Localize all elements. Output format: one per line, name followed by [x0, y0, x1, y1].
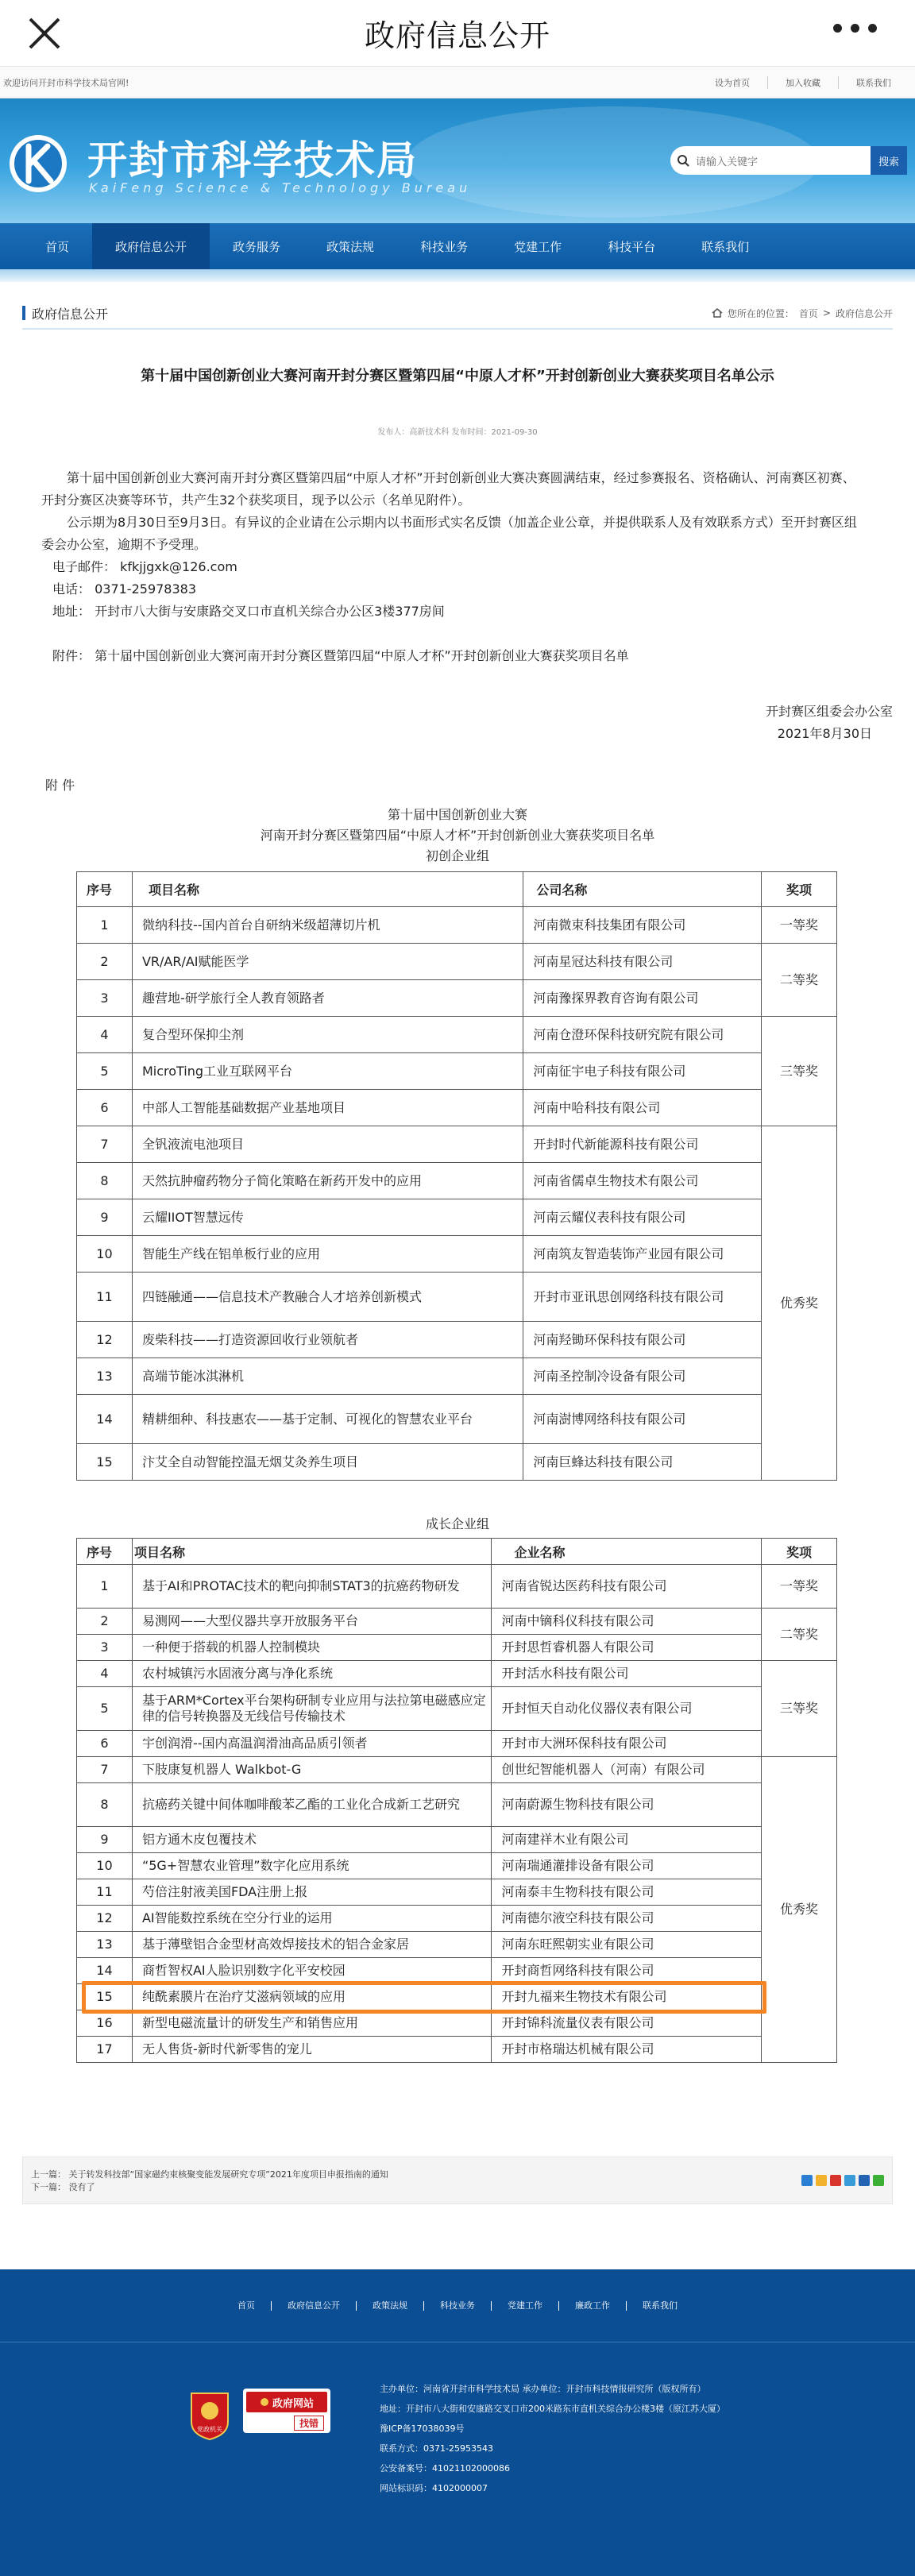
- more-icon[interactable]: [833, 24, 877, 33]
- nav-tech-business[interactable]: 科技业务: [420, 239, 469, 254]
- breadcrumb-current[interactable]: 政府信息公开: [835, 307, 893, 319]
- contact-phone: 电话： 0371-25978383: [52, 581, 197, 597]
- prev-next-bar: [22, 2157, 893, 2204]
- section-title: 政府信息公开: [32, 306, 109, 322]
- table-header-row: 序号 项目名称 企业名称 奖项: [77, 1539, 837, 1565]
- footer-sponsor: 主办单位：河南省开封市科学技术局 承办单位：开封市科技情报研究所（版权所有）: [380, 2384, 706, 2394]
- nav-gov-service[interactable]: 政务服务: [233, 239, 281, 254]
- app-title: 政府信息公开: [364, 18, 550, 53]
- table-row: 6 宇创润滑--国内高温润滑油高品质引领者 开封市大洲环保科技有限公司: [77, 1731, 837, 1757]
- group-title-startup: 初创企业组: [425, 848, 489, 863]
- footer-link-tech[interactable]: 科技业务: [423, 2301, 491, 2311]
- close-icon[interactable]: [24, 13, 65, 54]
- breadcrumb: 政府信息公开 您所在的位置： 首页 > 政府信息公开: [22, 298, 893, 330]
- table-row: 11 四链融通——信息技术产教融合人才培养创新模式 开封市亚讯思创网络科技有限公司: [77, 1273, 837, 1322]
- startup-table: [76, 871, 837, 1481]
- table-row: 1 基于AI和PROTAC技术的靶向抑制STAT3的抗癌药物研发 河南省锐达医药科技有限公司 一等奖: [77, 1565, 837, 1609]
- footer-address: 地址：开封市八大街和安康路交叉口市200米路东市直机关综合办公楼3楼（原江苏大厦） 豫ICP备17038039号: [380, 2404, 725, 2434]
- table-row: 9 铝方通木皮包覆技术 河南建祥木业有限公司: [77, 1827, 837, 1853]
- group-title-growth: 成长企业组: [425, 1516, 489, 1531]
- site-name-en: KaiFeng Science & Technology Bureau: [89, 180, 472, 195]
- mobile-top-bar: [0, 0, 915, 67]
- table-row: 10 “5G+智慧农业管理”数字化应用系统 河南瑞通灌排设备有限公司: [77, 1853, 837, 1879]
- growth-table: [76, 1538, 837, 2063]
- share-icons: [801, 2175, 884, 2186]
- badge-gov-text: 党政机关: [197, 2426, 222, 2433]
- table-row: 2 VR/AR/AI赋能医学 河南星冠达科技有限公司 二等奖: [77, 944, 837, 980]
- footer-link-home[interactable]: 首页: [237, 2300, 255, 2311]
- site-name: 开封市科学技术局: [87, 137, 418, 183]
- footer-link-party[interactable]: 党建工作: [491, 2301, 558, 2311]
- share-qzone-icon[interactable]: [816, 2175, 827, 2186]
- table-row: 12 AI智能数控系统在空分行业的运用 河南德尔液空科技有限公司: [77, 1906, 837, 1932]
- table-row: 1 微纳科技--国内首台自研纳米级超薄切片机 河南微束科技集团有限公司 一等奖: [77, 907, 837, 944]
- welcome-text: 欢迎访问开封市科学技术局官网!: [3, 77, 129, 88]
- share-weibo-icon[interactable]: [830, 2175, 841, 2186]
- article-body: [41, 467, 867, 667]
- share-wechat-icon[interactable]: [873, 2175, 884, 2186]
- list-subtitle: 河南开封分赛区暨第四届“中原人才杯”开封创新创业大赛获奖项目名单: [260, 828, 655, 843]
- search-input[interactable]: 请输入关键字: [670, 146, 871, 175]
- contact-link[interactable]: 联系我们: [838, 76, 909, 89]
- table-header-row: 序号 项目名称 公司名称 奖项: [77, 872, 837, 907]
- share-renren-icon[interactable]: [859, 2175, 870, 2186]
- signature-block: [0, 701, 893, 745]
- table-row: 7 下肢康复机器人 Walkbot-G 创世纪智能机器人（河南）有限公司 优秀奖: [77, 1757, 837, 1783]
- share-plus-icon[interactable]: [801, 2175, 813, 2186]
- contact-email: 电子邮件： kfkjjgxk@126.com: [52, 559, 237, 574]
- site-footer: [0, 2269, 915, 2576]
- table-row: 9 云耀IIOT智慧远传 河南云耀仪表科技有限公司: [77, 1199, 837, 1236]
- footer-link-integrity[interactable]: 廉政工作: [558, 2301, 626, 2311]
- nav-contact[interactable]: 联系我们: [701, 239, 750, 254]
- table-row: 16 新型电磁流量计的研发生产和销售应用 开封锦科流量仪表有限公司: [77, 2010, 837, 2037]
- table-row: 13 基于薄壁铝合金型材高效焊接技术的铝合金家居 河南东旺熙朝实业有限公司: [77, 1932, 837, 1958]
- table-row: 8 天然抗肿瘤药物分子简化策略在新药开发中的应用 河南省儒卓生物技术有限公司: [77, 1163, 837, 1199]
- table-row: 3 一种便于搭载的机器人控制模块 开封思哲睿机器人有限公司: [77, 1635, 837, 1661]
- table-row-highlighted: 15 纯酰素膜片在治疗艾滋病领域的应用 开封九福来生物技术有限公司: [77, 1984, 837, 2010]
- table-row: 17 无人售货-新时代新零售的宠儿 开封市格瑞达机械有限公司: [77, 2037, 837, 2063]
- breadcrumb-home[interactable]: 首页: [798, 307, 818, 319]
- article-title: 第十届中国创新创业大赛河南开封分赛区暨第四届“中原人才杯”开封创新创业大赛获奖项目名单公示: [141, 368, 774, 384]
- party-gov-badge-icon[interactable]: [188, 2390, 231, 2441]
- table-row: 4 农村城镇污水固液分离与净化系统 开封活水科技有限公司 三等奖: [77, 1661, 837, 1687]
- search-bar: [670, 146, 907, 175]
- footer-link-gov-info[interactable]: 政府信息公开: [271, 2301, 356, 2311]
- table-row: 14 商哲智权AI人脸识别数字化平安校园 开封商哲网络科技有限公司: [77, 1958, 837, 1984]
- footer-link-contact[interactable]: 联系我们: [626, 2301, 693, 2311]
- list-title: 第十届中国创新创业大赛: [387, 807, 527, 822]
- table-row: 10 智能生产线在铝单板行业的应用 河南筑友智造装饰产业园有限公司: [77, 1236, 837, 1273]
- next-article-link[interactable]: 下一篇： 没有了: [31, 2182, 95, 2192]
- footer-links: [0, 2269, 915, 2342]
- footer-site-id: 网站标识码：4102000007: [380, 2483, 488, 2493]
- sign-date: 2021年8月30日: [777, 726, 872, 741]
- table-row: 8 抗癌药关键中间体咖啡酸苯乙酯的工业化合成新工艺研究 河南蔚源生物科技有限公司: [77, 1783, 837, 1827]
- nav-party[interactable]: 党建工作: [514, 239, 562, 254]
- table-row: 12 废柴科技——打造资源回收行业领航者 河南羟锄环保科技有限公司: [77, 1322, 837, 1358]
- nav-policy[interactable]: 政策法规: [326, 239, 375, 254]
- nav-gov-info[interactable]: 政府信息公开: [92, 223, 210, 269]
- gov-site-error-badge[interactable]: 政府网站 找错: [243, 2389, 330, 2433]
- signer: 开封赛区组委会办公室: [765, 704, 893, 719]
- site-banner: [0, 98, 915, 223]
- footer-police-record: 公安备案号：41021102000086: [380, 2463, 510, 2474]
- growth-table-wrap: [0, 1538, 915, 2063]
- table-row: 4 复合型环保抑尘剂 河南仓澄环保科技研究院有限公司 三等奖: [77, 1017, 837, 1053]
- contact-address: 地址： 开封市八大街与安康路交叉口市直机关综合办公区3楼377房间: [52, 604, 445, 619]
- top-links: [697, 76, 915, 89]
- table-row: 6 中部人工智能基础数据产业基地项目 河南中哈科技有限公司: [77, 1090, 837, 1126]
- welcome-strip: [0, 67, 915, 98]
- add-favorite-link[interactable]: 加入收藏: [767, 76, 838, 89]
- gov-emblem-icon: [260, 2397, 269, 2407]
- prev-article-link[interactable]: 上一篇： 关于转发科技部“国家磁约束核聚变能发展研究专项”2021年度项目申报指南的通知: [31, 2169, 388, 2180]
- footer-info: [380, 2379, 729, 2498]
- search-button[interactable]: 搜索: [871, 146, 907, 175]
- attachment-label: 附 件: [45, 778, 75, 793]
- footer-link-policy[interactable]: 政策法规: [356, 2301, 423, 2311]
- nav-tech-platform[interactable]: 科技平台: [608, 239, 656, 254]
- nav-home[interactable]: 首页: [45, 239, 70, 254]
- footer-contact: 联系方式：0371-25953543: [380, 2443, 493, 2454]
- main-nav: [0, 223, 915, 269]
- set-homepage-link[interactable]: 设为首页: [715, 77, 750, 88]
- table-row: 11 芍倍注射液美国FDA注册上报 河南泰丰生物科技有限公司: [77, 1879, 837, 1906]
- table-row: 2 易测网——大型仪器共享开放服务平台 河南中镝科仪科技有限公司 二等奖: [77, 1609, 837, 1635]
- share-tencent-icon[interactable]: [844, 2175, 855, 2186]
- table-row: 14 精耕细种、科技惠农——基于定制、可视化的智慧农业平台 河南澍博网络科技有限公司: [77, 1395, 837, 1444]
- attachment-line[interactable]: 附件： 第十届中国创新创业大赛河南开封分赛区暨第四届“中原人才杯”开封创新创业大赛获奖项目名单: [52, 648, 629, 663]
- site-logo-icon: [6, 132, 70, 195]
- table-row: 7 全钒液流电池项目 开封时代新能源科技有限公司 优秀奖: [77, 1126, 837, 1163]
- table-row: 13 高端节能冰淇淋机 河南圣控制冷设备有限公司: [77, 1358, 837, 1395]
- article-paragraph: 公示期为8月30日至9月3日。有异议的企业请在公示期内以书面形式实名反馈（加盖企业公章，并提供联系人及有效联系方式）至开封赛区组委会办公室，逾期不予受理。: [41, 515, 857, 552]
- article-meta: 发布人：高新技术科 发布时间：2021-09-30: [377, 428, 538, 437]
- article-paragraph: 第十届中国创新创业大赛河南开封分赛区暨第四届“中原人才杯”开封创新创业大赛决赛圆满结束，经过参赛报名、资格确认、河南赛区初赛、开封分赛区决赛等环节，共产生32个获奖项目，现予以公示（名单见附件）。: [41, 470, 855, 508]
- table-row: 5 MicroTing工业互联网平台 河南征宇电子科技有限公司: [77, 1053, 837, 1090]
- table-row: 3 趣营地-研学旅行全人教育领路者 河南豫探界教育咨询有限公司: [77, 980, 837, 1017]
- search-icon: [677, 154, 689, 167]
- table-row: 5 基于ARM*Cortex平台架构研制专业应用与法拉第电磁感应定律的信号转换器及无线信号传输技术 开封恒天自动化仪器仪表有限公司: [77, 1687, 837, 1731]
- table-row: 15 汴艾全自动智能控温无烟艾灸养生项目 河南巨蜂达科技有限公司: [77, 1444, 837, 1481]
- home-icon: [712, 308, 723, 318]
